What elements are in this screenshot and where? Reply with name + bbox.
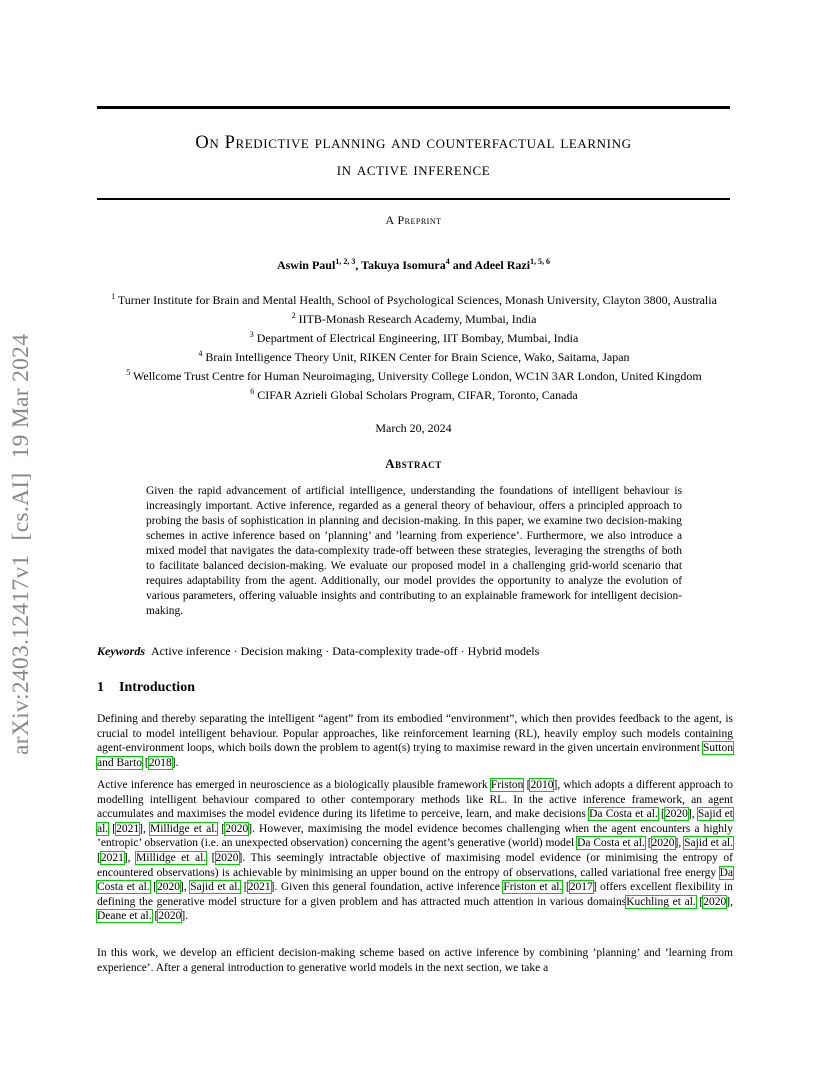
affiliation: [80, 327, 748, 346]
arxiv-category: [cs.AI]: [8, 472, 34, 541]
affiliation-number: 5: [126, 368, 131, 377]
abstract-text: Given the rapid advancement of artificial intelligence, understanding the foundations of intelligent behaviour is increasingly important. Active inference, regarded as a general theory of behaviour, offers a principled approach to probing the basis of sophistication in planning and decision-making. In this paper, we examine two decision-making schemes in active inference based on ’planning’ and ’learning from experience’. Furthermore, we also introduce a mixed model that navigates the data-complexity trade-off between these strategies, leveraging the strengths of both to facilitate balanced decision-making. We evaluate our proposed model in a challenging grid-world scenario that requires adaptability from the agent. Additionally, our model provides the opportunity to analyze the evolution of various parameters, offering valuable insights and contributing to an explainable framework for intelligent decision-making.: [146, 485, 682, 617]
citation-link[interactable]: Sajid et al.: [190, 881, 241, 894]
author-2-affils: 4: [445, 257, 450, 266]
keywords-list: Active inference · Decision making · Data-complexity trade-off · Hybrid models: [151, 644, 540, 658]
citation-link[interactable]: Friston et al.: [503, 881, 563, 894]
citation-link[interactable]: Millidge et al.: [149, 822, 218, 835]
keywords: [97, 644, 737, 659]
affiliation: [80, 346, 748, 365]
affiliation: [80, 289, 748, 308]
author-2-name: Takuya Isomura: [361, 258, 446, 272]
citation-link[interactable]: 2020: [215, 851, 239, 864]
citation-link[interactable]: 2020: [664, 808, 688, 821]
affiliation-number: 6: [250, 387, 255, 396]
intro-paragraph-2: Active inference has emerged in neuroscience as a biologically plausible framework Friston [2010], which adopts a different approach to modelling intelligent behaviour compared to other contemporary methods like RL. In the active inference framework, an agent accumulates and maximises the model evidence during its lifetime to perceive, learn, and make decisions Da Costa et al. [2020], Sajid et al. [2021], Millidge et al. [2020]. However, maximising the model evidence becomes challenging when the agent encounters a highly ’entropic’ observation (i.e. an unexpected observation) concerning the agent’s generative (world) model Da Costa et al. [2020], Sajid et al. [2021], Millidge et al. [2020]. This seemingly intractable objective of maximising model evidence (or minimising the entropy of encountered observations) is achievable by minimising an upper bound on the entropy of observations, called variational free energy Da Costa et al. [2020], Sajid et al. [2021]. Given this general foundation, active inference Friston et al. [2017] offers excellent flexibility in defining the generative model structure for a given problem and has attracted much attention in various domainsKuchling et al. [2020], Deane et al. [2020].: [97, 779, 733, 923]
section-number: 1: [97, 680, 104, 695]
affiliation-text: Department of Electrical Engineering, IIT Bombay, Mumbai, India: [256, 331, 579, 345]
author-3-affils: 1, 5, 6: [530, 257, 551, 266]
citation-link[interactable]: 2021: [100, 851, 124, 864]
citation-link[interactable]: Da Costa et al.: [589, 808, 658, 821]
citation-link[interactable]: Sutton and Barto: [97, 742, 733, 769]
citation-link[interactable]: Sajid et al.: [97, 808, 733, 835]
citation-link[interactable]: Sajid et al.: [684, 837, 733, 850]
affiliation-text: IITB-Monash Research Academy, Mumbai, India: [298, 312, 537, 326]
section-heading: [97, 680, 195, 696]
citation-link[interactable]: Da Costa et al.: [97, 866, 733, 894]
author-1-affils: 1, 2, 3: [335, 257, 356, 266]
citation-link[interactable]: 2020: [225, 822, 249, 835]
intro-paragraph-3: In this work, we develop an efficient decision-making scheme based on active inference by combining ’planning’ and ’learning from experience’. After a general introduction to generative world models in the next section, we take a: [97, 947, 733, 974]
affiliation-text: Wellcome Trust Centre for Human Neuroimaging, University College London, WC1N 3AR London, United Kingdom: [133, 369, 702, 383]
paper-date: March 20, 2024: [375, 421, 452, 435]
citation-link[interactable]: 2021: [116, 822, 140, 835]
arxiv-id: arXiv:2403.12417v1: [8, 554, 34, 755]
citation-link[interactable]: 2020: [158, 910, 182, 923]
title-top-rule: [97, 106, 730, 109]
citation-link[interactable]: Friston: [490, 779, 524, 791]
affiliation-number: 3: [249, 330, 254, 339]
citation-link[interactable]: 2020: [651, 837, 675, 850]
author-list: [97, 257, 730, 273]
citation-link[interactable]: Millidge et al.: [136, 851, 207, 864]
affiliation-text: Turner Institute for Brain and Mental Health, School of Psychological Sciences, Monash University, Clayton 3800, Australia: [117, 293, 717, 307]
affiliation-list: [80, 289, 748, 403]
arxiv-date: 19 Mar 2024: [8, 333, 34, 459]
preprint-label: A Preprint: [385, 213, 442, 227]
title-line-1: On Predictive planning and counterfactual learning: [195, 133, 632, 153]
author-sep-2: and: [449, 258, 475, 272]
keywords-label: Keywords: [97, 644, 145, 658]
citation-link[interactable]: Kuchling et al.: [626, 895, 696, 908]
affiliation: [80, 384, 748, 403]
title-line-2: in active inference: [336, 160, 491, 180]
title-bottom-rule: [97, 198, 730, 200]
section-title: Introduction: [119, 680, 195, 695]
affiliation-number: 4: [198, 349, 203, 358]
intro-paragraph-1: Defining and thereby separating the intelligent “agent” from its embodied “environment”, which then provides feedback to the agent, is crucial to model intelligent behaviour. Popular approaches, like reinforcement learning (RL), heavily employ such models containing agent-environment loops, which boils down the problem to agent(s) trying to maximise reward in the given uncertain environment Sutton and Barto [2018].: [97, 713, 733, 769]
author-1-name: Aswin Paul: [276, 258, 336, 272]
citation-link[interactable]: Da Costa et al.: [577, 837, 645, 850]
affiliation-text: Brain Intelligence Theory Unit, RIKEN Center for Brain Science, Wako, Saitama, Japan: [205, 350, 630, 364]
affiliation: [80, 308, 748, 327]
arxiv-stamp: [8, 285, 35, 755]
citation-link[interactable]: 2020: [157, 881, 180, 894]
affiliation-number: 2: [291, 311, 296, 320]
citation-link[interactable]: 2017: [569, 881, 593, 894]
author-3-name: Adeel Razi: [474, 258, 531, 272]
affiliation-number: 1: [111, 292, 116, 301]
affiliation: [80, 365, 748, 384]
citation-link[interactable]: 2020: [703, 895, 727, 908]
paper-title: [97, 130, 730, 184]
author-sep-1: ,: [355, 258, 362, 272]
affiliation-text: CIFAR Azrieli Global Scholars Program, CIFAR, Toronto, Canada: [257, 388, 578, 402]
citation-link[interactable]: 2018: [148, 756, 172, 769]
citation-link[interactable]: 2010: [530, 779, 554, 791]
abstract-heading: Abstract: [385, 456, 442, 471]
citation-link[interactable]: Deane et al.: [97, 910, 152, 923]
citation-link[interactable]: 2021: [247, 881, 271, 894]
